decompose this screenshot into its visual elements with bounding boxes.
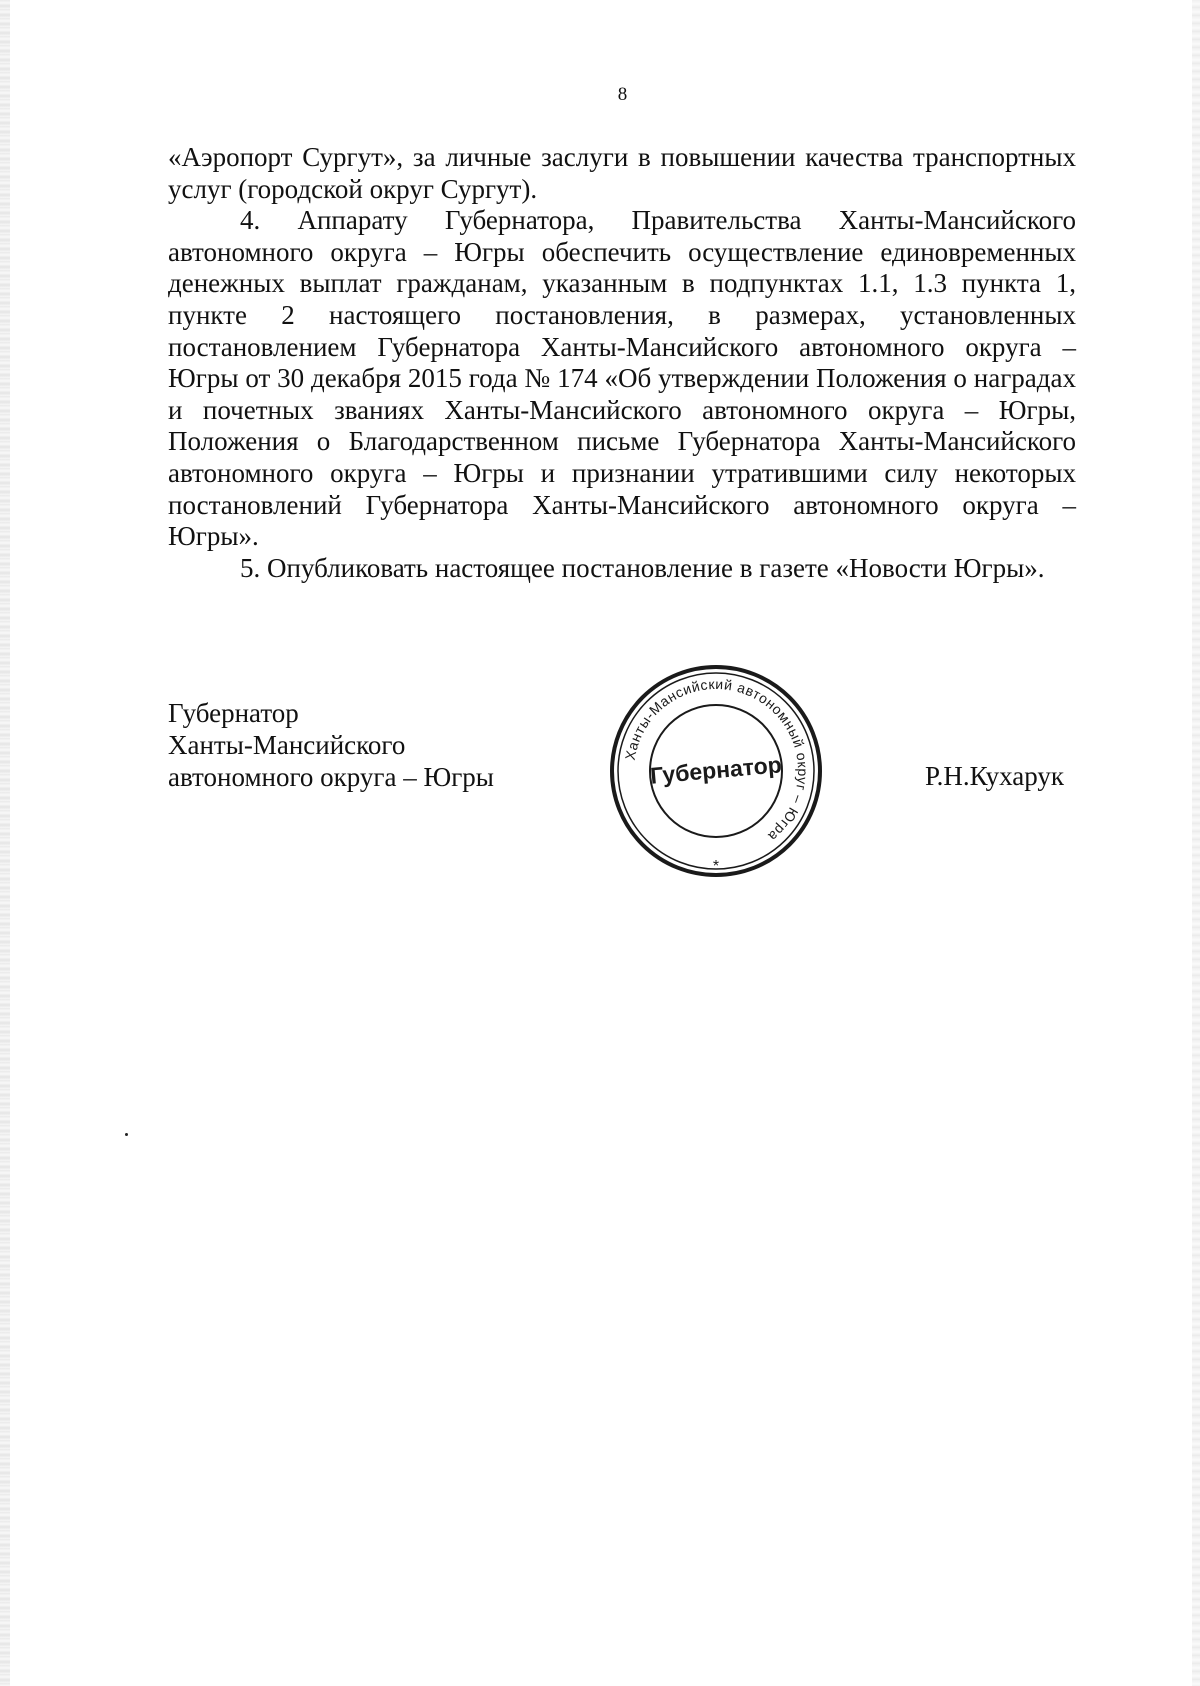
- scan-speck: [125, 1133, 128, 1136]
- paragraph-continuation: «Аэропорт Сургут», за личные заслуги в повышении качества транспортных услуг (городской округ Сургут).: [168, 142, 1076, 204]
- signatory-name: Р.Н.Кухарук: [925, 761, 1065, 791]
- page-number: 8: [617, 84, 628, 105]
- scan-edge-right: [1192, 0, 1200, 1686]
- scan-edge-left: [0, 0, 10, 1686]
- signatory-position-line: автономного округа – Югры: [168, 762, 494, 792]
- paragraph-item-4: 4. Аппарату Губернатора, Правительства Ханты-Мансийского автономного округа – Югры обеспечить осуществление единовременных денежных выплат гражданам, указанным в подпунктах 1.1, 1.3 пункта 1, пункте 2 настоящего постановления, в размерах, установленных постановлением Губернатора Ханты-Мансийского автономного округа – Югры от 30 декабря 2015 года № 174 «Об утверждении Положения о наградах и почетных званиях Ханты-Мансийского автономного округа – Югры, Положения о Благодарственном письме Губернатора Ханты-Мансийского автономного округа – Югры и признании утратившими силу некоторых постановлений Губернатора Ханты-Мансийского автономного округа – Югры».: [168, 205, 1076, 552]
- seal-center-text: Губернатор: [649, 751, 783, 789]
- seal-star: *: [712, 858, 720, 875]
- document-body: [168, 142, 1076, 584]
- signatory-position-line: Ханты-Мансийского: [168, 730, 406, 760]
- official-seal: [605, 660, 827, 882]
- seal-ring-text: Ханты-Мансийский автономный округ – Югра: [621, 675, 812, 846]
- signatory-position-line: Губернатор: [168, 698, 299, 728]
- paragraph-item-5: 5. Опубликовать настоящее постановление в газете «Новости Югры».: [240, 552, 1045, 583]
- signatory-position: [168, 697, 494, 793]
